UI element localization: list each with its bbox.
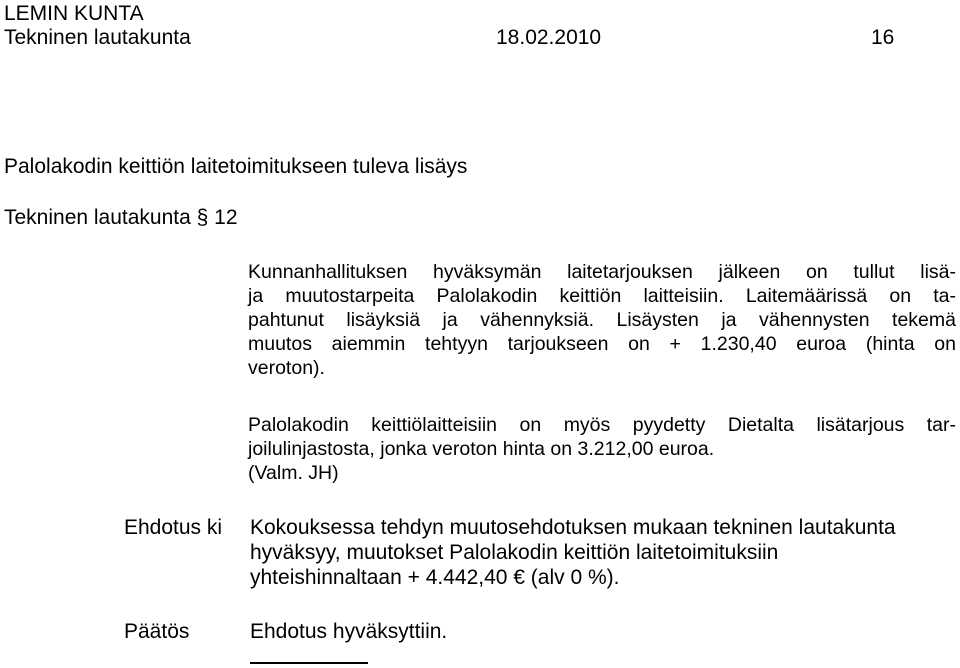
proposal-line-3: yhteishinnaltaan + 4.442,40 € (alv 0 %).: [250, 566, 620, 589]
decision-text: Ehdotus hyväksyttiin.: [250, 620, 448, 643]
proposal-label: Ehdotus ki: [124, 516, 223, 539]
paragraph-2-line-1: Palolakodin keittiölaitteisiin on myös pyydetty Dietalta lisätarjous tar-: [248, 414, 956, 436]
paragraph-1-line-5: veroton).: [248, 357, 325, 379]
decision-label: Päätös: [124, 620, 190, 643]
paragraph-1-line-3: pahtunut lisäyksiä ja vähennyksiä. Lisäysten ja vähennysten tekemä: [248, 309, 956, 331]
signature-rule: [250, 662, 368, 664]
header-committee: Tekninen lautakunta: [4, 26, 191, 49]
paragraph-2-line-3: (Valm. JH): [248, 462, 339, 484]
header-page-number: 16: [871, 26, 895, 49]
proposal-line-1: Kokouksessa tehdyn muutosehdotuksen mukaan tekninen lautakunta: [250, 516, 896, 539]
paragraph-1-line-1: Kunnanhallituksen hyväksymän laitetarjouksen jälkeen on tullut lisä-: [248, 261, 956, 283]
header-date: 18.02.2010: [496, 26, 602, 49]
section-heading: Tekninen lautakunta § 12: [4, 206, 238, 229]
proposal-line-2: hyväksyy, muutokset Palolakodin keittiön laitetoimituksiin: [250, 541, 779, 564]
document-title: Palolakodin keittiön laitetoimitukseen tuleva lisäys: [4, 155, 468, 178]
paragraph-2-line-2: joilulinjastosta, jonka veroton hinta on 3.212,00 euroa.: [248, 438, 715, 460]
paragraph-1-line-4: muutos aiemmin tehtyyn tarjoukseen on + 1.230,40 euroa (hinta on: [248, 333, 956, 355]
paragraph-1-line-2: ja muutostarpeita Palolakodin keittiön laitteisiin. Laitemäärissä on ta-: [248, 285, 956, 307]
header-org: LEMIN KUNTA: [4, 2, 144, 25]
